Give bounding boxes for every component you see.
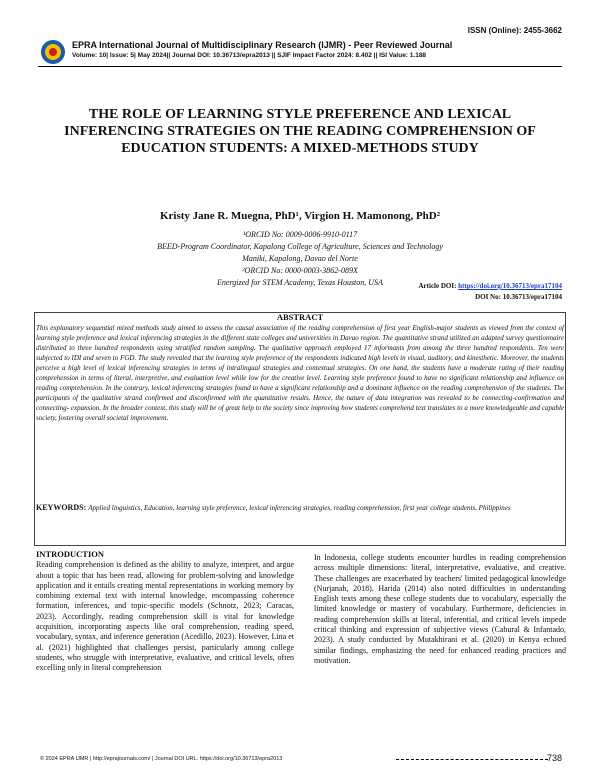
keywords-text: Applied linguistics, Education, learning style preference, lexical inferencing strategies, reading comprehension, first year college students, Philippines	[88, 504, 511, 512]
intro-right-column	[314, 553, 566, 666]
article-doi-label: Article DOI:	[418, 282, 459, 290]
journal-logo-icon	[40, 39, 66, 65]
journal-title: EPRA International Journal of Multidisciplinary Research (IJMR) - Peer Reviewed Journal	[72, 40, 453, 50]
keywords	[36, 503, 564, 513]
abstract-text: This explanatory sequential mixed methods study aimed to assess the causal association of the reading comprehension of first year English-major students as viewed from the context of learning style preference and lexical inferencing strategies in the different state colleges and universities in Davao region. The quantitative strand utilized an adapted survey questionnaire distributed to three hundred respondents using stratified random sampling. The qualitative approach employed 17 informants from among the three hundred respondents. Ten were subjected to IDI and seven to FGD. The study revealed that the learning style preference of the respondents indicated high levels in visual, auditory, and kinesthetic. Moreover, the students perceive a high level of lexical inferencing strategies in terms of intralingual strategies and contextual strategies. On one hand, the students have a moderate rating of their reading comprehension in terms of literal, interpretive, and evaluation level while low for the creative level. Learning style preference found to have no significant relationship and influence on reading comprehension. In the contrary, lexical inferencing strategies found to have a significant relationship and a dominant influence on the reading comprehension of the students. The participants of the qualitative strand confirmed and disconfirmed with the quantitative results. Hence, the nature of data integration was revealed to be connecting-confirmation and connecting- expansion. In the broader context, this study will be of great help to the society since improving how students comprehend text translates to a more knowledgeable and capable society, fostering overall societal improvement.	[36, 324, 564, 422]
intro-left-column	[36, 549, 294, 674]
issn-text: ISSN (Online): 2455-3662	[467, 26, 562, 35]
authors: Kristy Jane R. Muegna, PhD¹, Virgion H. Mamonong, PhD²	[159, 210, 441, 222]
header-rule	[38, 66, 562, 67]
affiliation-4: ²ORCID No: 0000-0003-3862-089X	[242, 266, 358, 275]
keywords-label: KEYWORDS:	[36, 503, 89, 512]
footer-dash-rule	[396, 759, 548, 760]
intro-left-text: Reading comprehension is defined as the ability to analyze, interpret, and argue about a topic that has been read, allowing for problem-solving and knowledge application and it entails creating mental representations in working memory by combining external text with internal knowledge, encompassing coherence formation, inferences, and topic-specific models (Schnotz, 2023; Caracas, 2023). Accordingly, reading comprehension skill is vital for knowledge acquisition, incorporating aspects like oral comprehension, reading speed, vocabulary, syntax, and inference generation (Acedillo, 2023). However, Lina et al. (2021) highlighted that challenges persist, particularly among college students, who struggle with interpretative, evaluative, and critical levels, often excelling only in literal comprehension	[36, 560, 294, 673]
affiliation-5: Energized for STEM Academy, Texas Houston, USA	[217, 278, 383, 287]
intro-heading: INTRODUCTION	[36, 549, 105, 559]
article-doi	[419, 282, 563, 290]
affiliation-1: ¹ORCID No: 0009-0006-9910-0117	[242, 230, 358, 239]
page-number: 738	[546, 753, 562, 763]
footer-text: © 2024 EPRA IJMR | http://eprajournals.com/ | Journal DOI URL: https://doi.org/10.36713/epra2013	[40, 756, 283, 762]
paper-title: THE ROLE OF LEARNING STYLE PREFERENCE AND LEXICAL INFERENCING STRATEGIES ON THE READING COMPREHENSION OF EDUCATION STUDENTS: A MIXED-METHODS STUDY	[64, 107, 536, 156]
affiliation-3: Maniki, Kapalong, Davao del Norte	[242, 254, 358, 263]
doi-number: DOI No: 10.36713/epra17104	[475, 293, 562, 301]
abstract-heading: ABSTRACT	[276, 312, 324, 322]
intro-right-text: In Indonesia, college students encounter hurdles in reading comprehension across multiple dimensions: literal, interpretative, evaluative, and creative. These challenges are exacerbated by teachers' limited pedagogical knowledge (Nurjanah, 2018). Harida (2014) also noted difficulties in understanding English texts among these college students due to vocabulary, especially the limited knowledge or mastery of vocabulary. Furthermore, deficiencies in reading comprehension skills at literal, inferential, and critical levels impede critical thinking and expression of subjective views (Cabural & Infantado, 2023). A study conducted by Mutakhirani et al. (2020) in Kenya echoed similar findings, emphasizing the need for enhanced reading practices and motivation.	[314, 553, 566, 665]
page-footer	[40, 753, 562, 763]
article-doi-link[interactable]: https://doi.org/10.36713/epra17104	[458, 282, 562, 290]
affiliation-2: BEED-Program Coordinator, Kapalong College of Agriculture, Sciences and Technology	[157, 242, 443, 251]
journal-meta: Volume: 10| Issue: 5| May 2024|| Journal DOI: 10.36713/epra2013 || SJIF Impact Factor 2024: 8.402 || ISI Value: 1.188	[72, 52, 427, 59]
